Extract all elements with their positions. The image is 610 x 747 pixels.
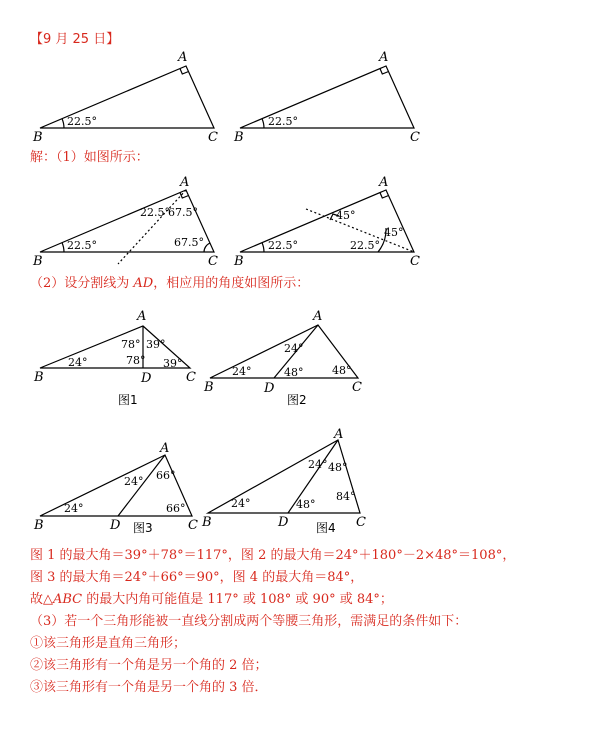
svg-text:39°: 39° (163, 357, 183, 370)
svg-text:B: B (202, 515, 212, 530)
vertex-label-c: C (208, 254, 218, 269)
svg-text:22.5°: 22.5° (67, 239, 97, 252)
svg-text:45°: 45° (336, 209, 356, 222)
answer-line-3: 故△ABC 的最大内角可能值是 117° 或 108° 或 90° 或 84°； (30, 592, 393, 607)
svg-text:C: C (186, 370, 196, 385)
vertex-label-c: C (410, 130, 420, 145)
angle-label: 22.5° (67, 115, 97, 128)
vertex-label-b: B (234, 130, 244, 145)
svg-text:22.5°: 22.5° (140, 206, 170, 219)
svg-text:D: D (264, 381, 275, 396)
svg-text:24°: 24° (124, 475, 144, 488)
svg-text:C: C (356, 515, 366, 530)
vertex-label-c: C (208, 130, 218, 145)
vertex-label-a: A (178, 50, 188, 65)
svg-text:48°: 48° (332, 364, 352, 377)
svg-text:24°: 24° (284, 342, 304, 355)
svg-text:24°: 24° (308, 458, 328, 471)
vertex-label-a: A (379, 175, 389, 190)
svg-text:C: C (188, 518, 198, 533)
vertex-label-b: B (33, 254, 43, 269)
vertex-label-c: C (410, 254, 420, 269)
figure-caption: 图3 (133, 521, 153, 535)
svg-text:B: B (204, 380, 214, 395)
svg-text:78°: 78° (121, 338, 141, 351)
svg-text:67.5°: 67.5° (174, 236, 204, 249)
svg-text:C: C (352, 380, 362, 395)
vertex-label-a: A (379, 50, 389, 65)
answer-line-1: 图 1 的最大角＝39°＋78°＝117°，图 2 的最大角＝24°＋180°－2×48°＝108°， (30, 548, 516, 563)
svg-text:D: D (141, 371, 152, 386)
figure-caption: 图2 (287, 393, 307, 407)
svg-text:D: D (278, 515, 289, 530)
svg-text:A: A (334, 427, 344, 442)
svg-text:45°: 45° (384, 226, 404, 239)
condition-1: ①该三角形是直角三角形； (30, 636, 187, 651)
svg-text:48°: 48° (328, 461, 348, 474)
svg-text:24°: 24° (68, 356, 88, 369)
svg-text:66°: 66° (156, 469, 176, 482)
svg-text:D: D (110, 518, 121, 533)
vertex-label-b: B (33, 130, 43, 145)
vertex-label-a: A (180, 175, 190, 190)
svg-text:B: B (34, 518, 44, 533)
svg-text:67.5°: 67.5° (168, 206, 198, 219)
svg-text:A: A (160, 441, 170, 456)
svg-text:A: A (137, 309, 147, 324)
svg-text:24°: 24° (232, 365, 252, 378)
angle-label: 22.5° (268, 115, 298, 128)
vertex-label-b: B (234, 254, 244, 269)
svg-text:24°: 24° (64, 502, 84, 515)
svg-text:39°: 39° (146, 338, 166, 351)
svg-text:A: A (313, 309, 323, 324)
solution-part1: 解：（1）如图所示： (30, 150, 149, 165)
svg-text:B: B (34, 370, 44, 385)
answer-line-2: 图 3 的最大角＝24°＋66°＝90°，图 4 的最大角＝84°， (30, 570, 364, 585)
condition-2: ②该三角形有一个角是另一个角的 2 倍； (30, 658, 268, 673)
svg-text:48°: 48° (284, 366, 304, 379)
date-header: 【9 月 25 日】 (30, 32, 120, 47)
solution-part3: （3）若一个三角形能被一直线分割成两个等腰三角形，需满足的条件如下： (30, 614, 468, 629)
svg-text:24°: 24° (231, 497, 251, 510)
figure-caption: 图4 (316, 521, 336, 535)
svg-text:84°: 84° (336, 490, 356, 503)
svg-text:22.5°: 22.5° (268, 239, 298, 252)
svg-text:48°: 48° (296, 498, 316, 511)
solution-part2: （2）设分割线为 AD，相应用的角度如图所示： (30, 276, 310, 291)
figure-caption: 图1 (118, 393, 138, 407)
svg-text:22.5°: 22.5° (350, 239, 380, 252)
svg-text:78°: 78° (126, 354, 146, 367)
svg-text:66°: 66° (166, 502, 186, 515)
condition-3: ③该三角形有一个角是另一个角的 3 倍． (30, 680, 268, 695)
